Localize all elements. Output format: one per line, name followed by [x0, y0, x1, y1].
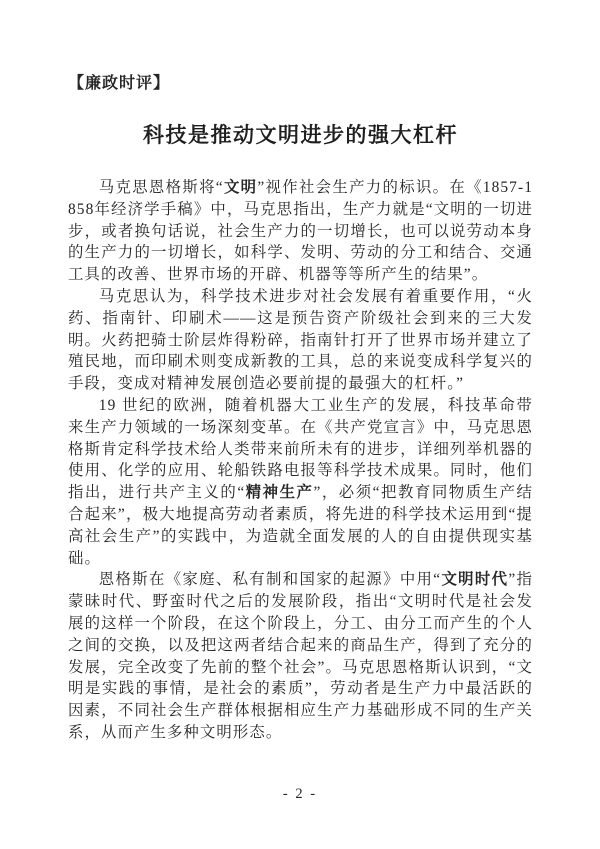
paragraph-text: 19 世纪的欧洲，随着机器大工业生产的发展，科技革命带来生产力领域的一场深刻变革。在《共产党宣言》中，马克思恩格斯肯定科学技术给人类带来前所未有的进步，详细列举机器的使用、化学的应用、轮船铁路电报等科学技术成果。同时，他们指出，进行共产主义的“: [68, 396, 533, 502]
emphasized-text: 精神生产: [245, 484, 314, 502]
emphasized-text: 文明: [223, 179, 258, 196]
paragraph-text: 恩格斯在《家庭、私有制和国家的起源》中用“: [98, 571, 442, 589]
body-paragraphs: [68, 177, 533, 744]
page-number: - 2 -: [282, 786, 318, 802]
paragraph-text: 马克思认为，科学技术进步对社会发展有着重要作用，“火药、指南针、印刷术——这是预告资产阶级社会到来的三大发明。火药把骑士阶层炸得粉碎，指南针打开了世界市场并建立了殖民地，而印刷术则变成新教的工具，总的来说变成科学复兴的手段，变成对精神发展创造必要前提的最强大的杠杆。”: [68, 287, 533, 393]
paragraph-text: ”视作社会生产力的标识。在《1857-1858年经济学手稿》中，马克思指出，生产力就是“文明的一切进步，或者换句话说，社会生产力的一切增长，也可以说劳动本身的生产力的一切增长，如科学、发明、劳动的分工和结合、交通工具的改善、世界市场的开辟、机器等等所产生的结果”。: [68, 179, 533, 284]
column-tag: 【廉政时评】: [68, 75, 171, 92]
paragraph: [68, 286, 533, 395]
paragraph-text: ”，必须“把教育同物质生产结合起来”，极大地提高劳动者素质，将先进的科学技术运用到“提高社会生产”的实践中，为造就全面发展的人的自由提供现实基础。: [68, 484, 533, 567]
page-content: [68, 70, 533, 744]
page-title: 科技是推动文明进步的强大杠杆: [143, 123, 458, 147]
emphasized-text: 文明时代: [441, 571, 509, 589]
paragraph: [68, 177, 533, 286]
paragraph: [68, 395, 533, 569]
paragraph: [68, 569, 533, 743]
paragraph-text: 马克思恩格斯将“: [98, 179, 224, 196]
paragraph-text: ”指蒙昧时代、野蛮时代之后的发展阶段，指出“文明时代是社会发展的这样一个阶段，在这个阶段上，分工、由分工而产生的个人之间的交换，以及把这两者结合起来的商品生产，得到了充分的发展，完全改变了先前的整个社会”。马克思恩格斯认识到，“文明是实践的事情，是社会的素质”，劳动者是生产力中最活跃的因素，不同社会生产群体根据相应生产力基础形成不同的生产关系，从而产生多种文明形态。: [68, 571, 534, 741]
